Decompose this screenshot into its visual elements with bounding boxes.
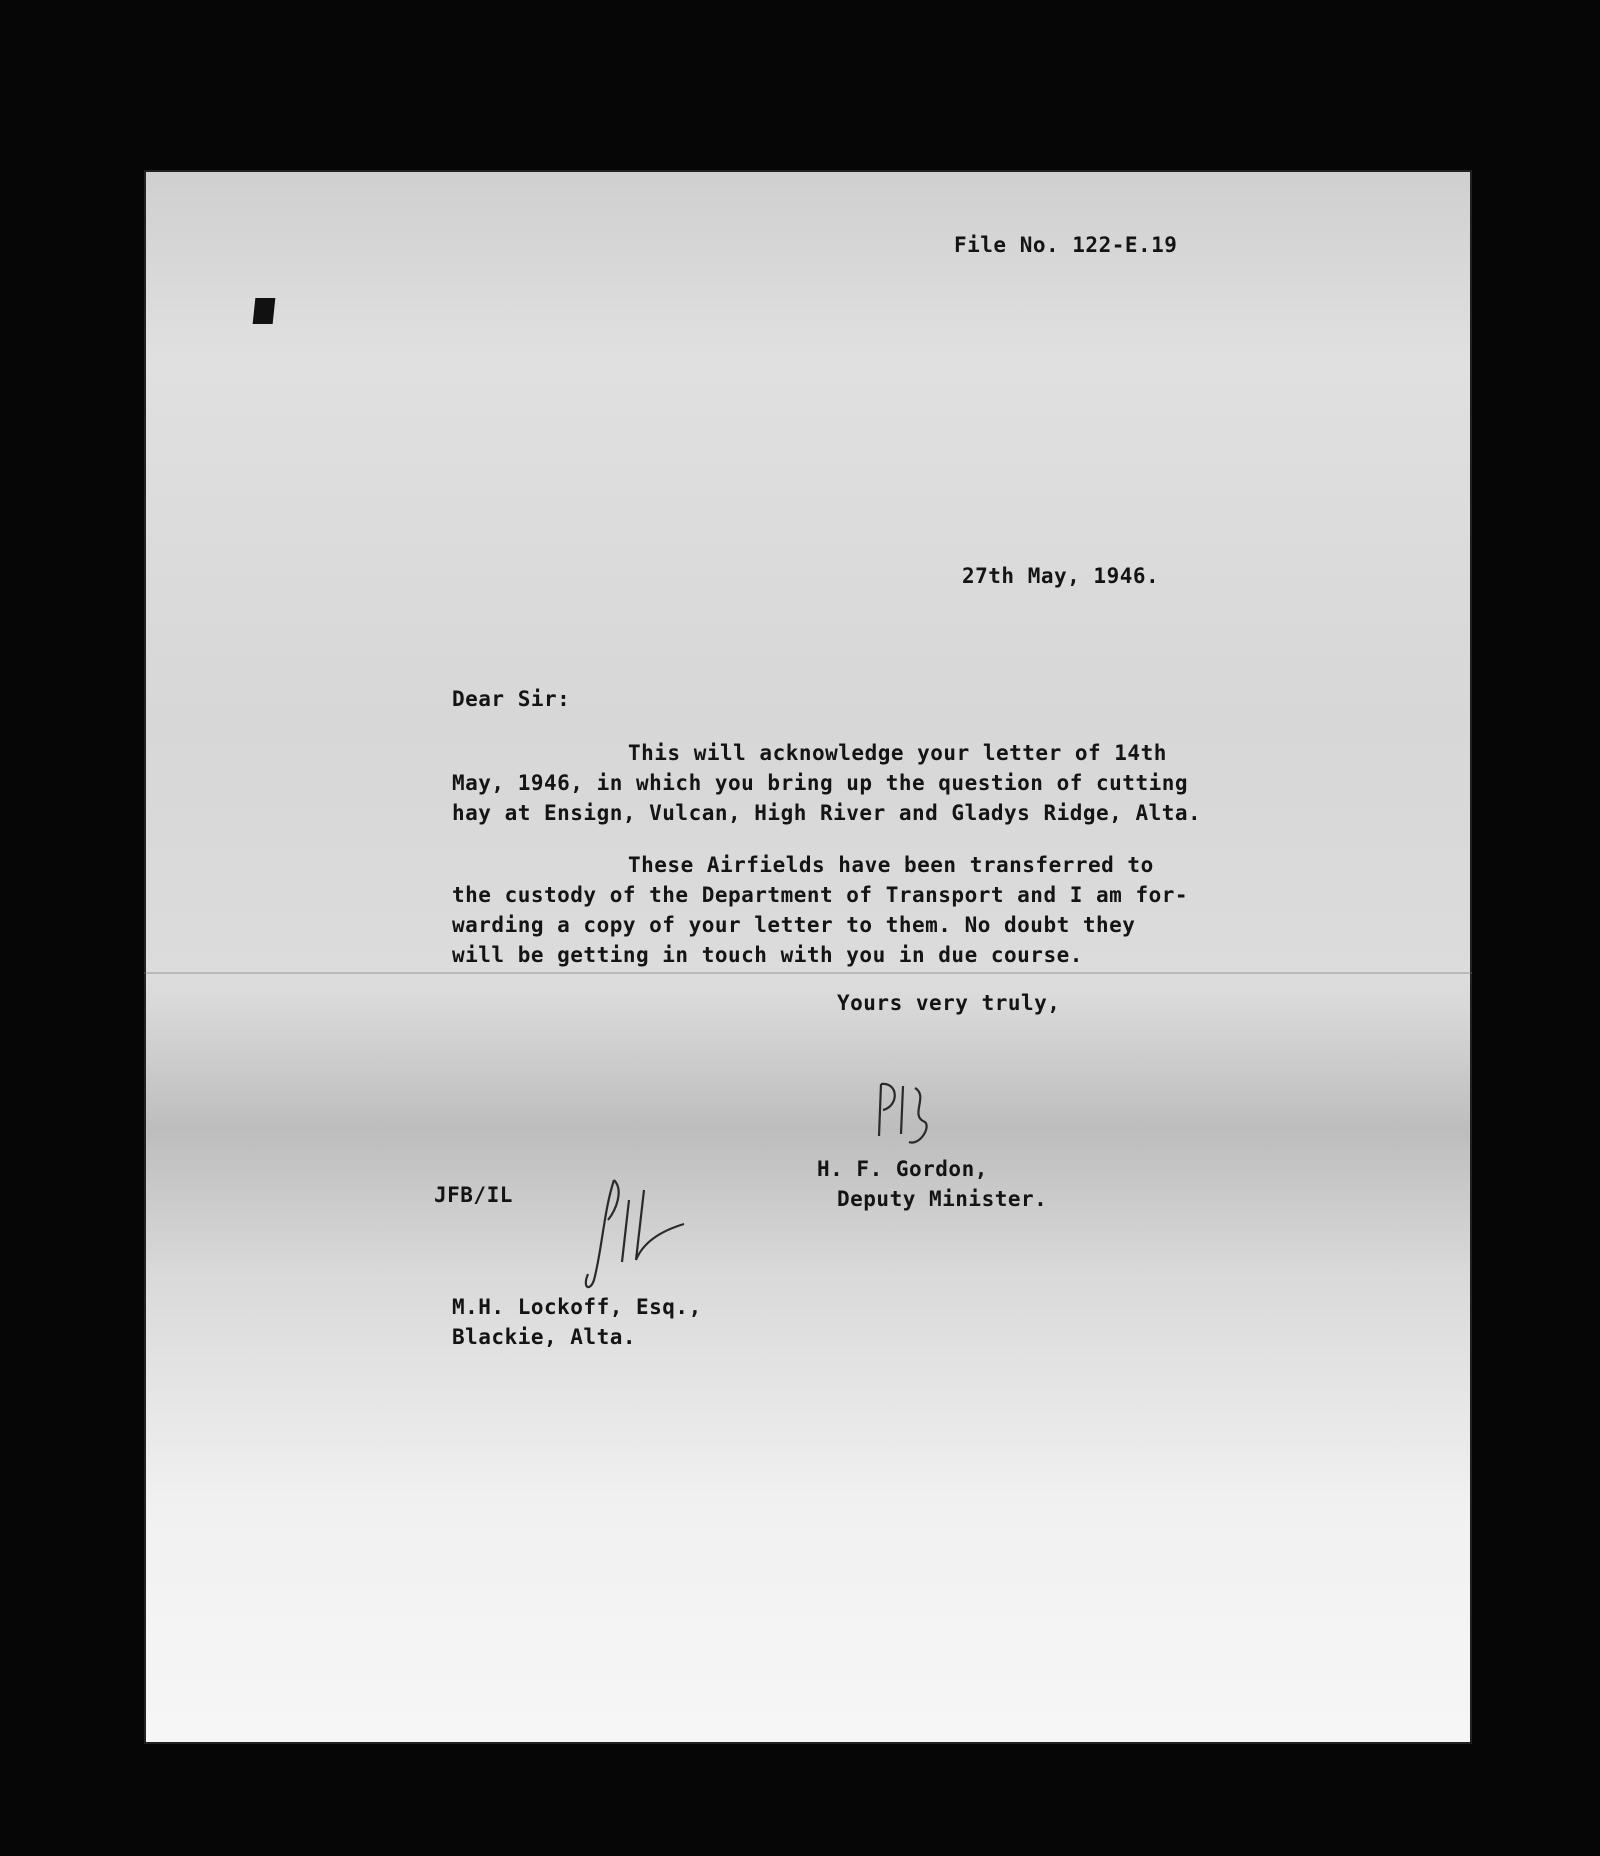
paragraph-1-line: This will acknowledge your letter of 14th: [628, 741, 1167, 765]
closing: Yours very truly,: [837, 991, 1061, 1015]
signature-block: [817, 1154, 1047, 1214]
signer-title: Deputy Minister.: [837, 1187, 1048, 1211]
letter-page: [144, 170, 1472, 1744]
signer-initials-signature: [869, 1076, 949, 1151]
paragraph-1: [452, 738, 1201, 828]
addressee-name: M.H. Lockoff, Esq.,: [452, 1295, 702, 1319]
file-number: File No. 122-E.19: [954, 233, 1178, 257]
paragraph-1-line: May, 1946, in which you bring up the question of cutting: [452, 771, 1189, 795]
paragraph-1-line: hay at Ensign, Vulcan, High River and Gladys Ridge, Alta.: [452, 801, 1202, 825]
addressee-block: [452, 1292, 702, 1352]
letter-date: 27th May, 1946.: [962, 564, 1160, 588]
handwritten-initials: [574, 1170, 694, 1300]
addressee-location: Blackie, Alta.: [452, 1325, 637, 1349]
paragraph-2-line: will be getting in touch with you in due course.: [452, 943, 1083, 967]
signer-name: H. F. Gordon,: [817, 1157, 988, 1181]
salutation: Dear Sir:: [452, 687, 571, 711]
paragraph-2: [452, 850, 1188, 970]
reference-initials: JFB/IL: [434, 1183, 513, 1207]
paragraph-2-line: warding a copy of your letter to them. No doubt they: [452, 913, 1136, 937]
corner-mark: [253, 298, 276, 324]
paragraph-2-line: These Airfields have been transferred to: [628, 853, 1154, 877]
paragraph-2-line: the custody of the Department of Transport and I am for-: [452, 883, 1189, 907]
